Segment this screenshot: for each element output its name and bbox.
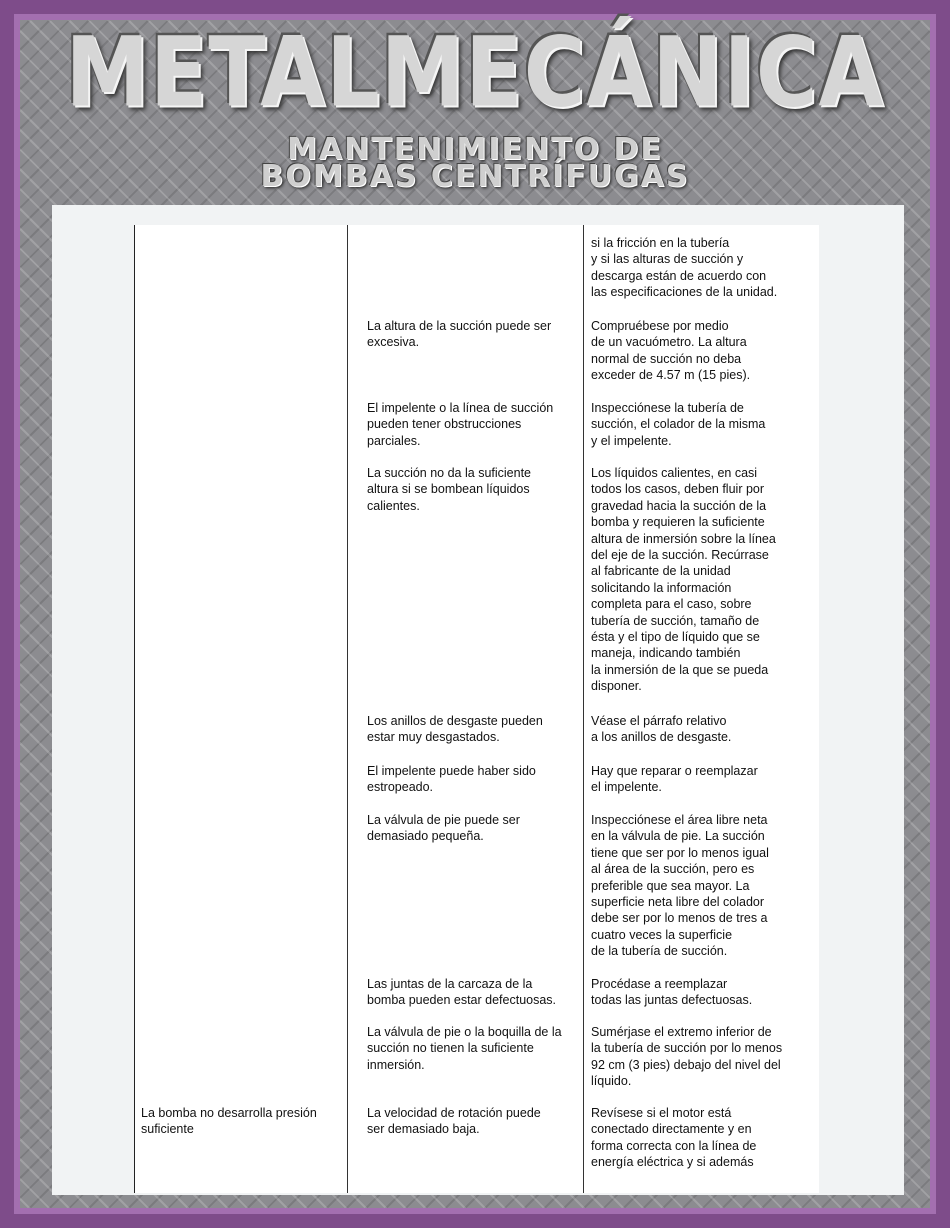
table-cell-cause: El impelente puede haber sido estropeado.	[367, 764, 536, 795]
table-cell-remedy: Compruébese por medio de un vacuómetro. La altura normal de succión no deba exceder de 4.57 m (15 pies).	[591, 319, 751, 383]
table-cell-cause: La succión no da la suficiente altura si se bombean líquidos calientes.	[367, 466, 531, 513]
table-cell-cause: La válvula de pie o la boquilla de la succión no tienen la suficiente inmersión.	[367, 1025, 562, 1072]
table-cell-remedy: Sumérjase el extremo inferior de la tubería de succión por lo menos 92 cm (3 pies) debajo del nivel del líquido.	[591, 1025, 783, 1089]
table-cell-remedy: si la fricción en la tubería y si las alturas de succión y descarga están de acuerdo con las especificaciones de la unidad.	[591, 236, 778, 300]
table-cell-cause: La velocidad de rotación puede ser demasiado baja.	[367, 1106, 541, 1137]
table-cell-remedy: Los líquidos calientes, en casi todos los casos, deben fluir por gravedad hacia la succión de la bomba y requieren la suficiente altura de inmersión sobre la línea del eje de la succión. Recúrrase al fabricante de la unidad solicitando la información completa para el caso, sobre tubería de succión, tamaño de ésta y el tipo de líquido que se maneja, indicando también la inmersión de la que se pueda disponer.	[591, 466, 776, 694]
table-cell-remedy: Inspecciónese el área libre neta en la válvula de pie. La succión tiene que ser por lo menos igual al área de la succión, pero es preferible que sea mayor. La superficie neta libre del colador debe ser por lo menos de tres a cuatro veces la superficie de la tubería de succión.	[591, 813, 769, 959]
table-cell-remedy: Procédase a reemplazar todas las juntas defectuosas.	[591, 977, 753, 1008]
table-cell-remedy: Hay que reparar o reemplazar el impelente.	[591, 764, 758, 795]
table-cell-problem: La bomba no desarrolla presión suficiente	[141, 1106, 317, 1137]
column-divider-1	[347, 225, 348, 1193]
subtitle-line-1: MANTENIMIENTO DE	[287, 132, 663, 167]
table-cell-remedy: Revísese si el motor está conectado directamente y en forma correcta con la línea de energía eléctrica y si además	[591, 1106, 757, 1170]
table-cell-cause: La altura de la succión puede ser excesiva.	[367, 319, 552, 350]
table-cell-remedy: Véase el párrafo relativo a los anillos de desgaste.	[591, 714, 732, 745]
column-divider-2	[583, 225, 584, 1193]
table-cell-cause: Las juntas de la carcaza de la bomba pueden estar defectuosas.	[367, 977, 557, 1008]
table-cell-cause: El impelente o la línea de succión pueden tener obstrucciones parciales.	[367, 401, 554, 448]
table-cell-cause: Los anillos de desgaste pueden estar muy desgastados.	[367, 714, 543, 745]
subtitle-line-2: BOMBAS CENTRÍFUGAS	[260, 159, 690, 194]
magazine-title: METALMECÁNICA	[65, 15, 885, 129]
table-cell-cause: La válvula de pie puede ser demasiado pequeña.	[367, 813, 520, 844]
table-cell-remedy: Inspecciónese la tubería de succión, el colador de la misma y el impelente.	[591, 401, 766, 448]
troubleshooting-table	[134, 225, 819, 1193]
document-sheet	[52, 205, 904, 1195]
